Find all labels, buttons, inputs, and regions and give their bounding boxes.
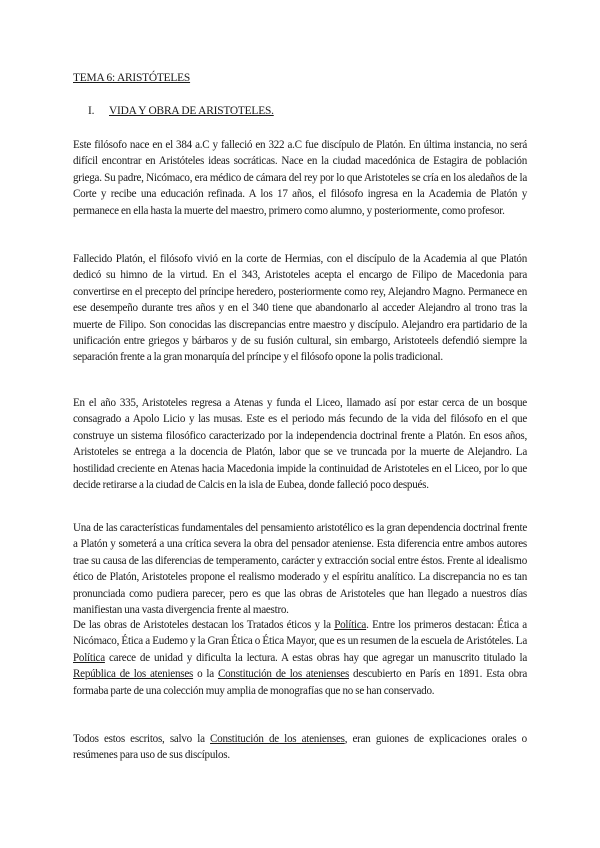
- section-number: I.: [88, 105, 95, 117]
- p5-text-1: De las obras de Aristoteles destacan los Tratados éticos y la: [73, 619, 335, 631]
- p5-text-5: descubierto en París en 1891. Esta obra formaba parte de una colección muy amplia de monografías que no se han conservado.: [73, 668, 527, 697]
- paragraph-3: En el año 335, Aristoteles regresa a Atenas y funda el Liceo, llamado así por estar cerca de un bosque consagrado a Apolo Licio y las musas. Este es el periodo más fecundo de la vida del filósofo en el que construye un sistema filosófico caracterizado por la independencia doctrinal frente a Platón. En esos años, Aristoteles se entrega a la docencia de Platón, labor que se ve truncada por la muerte de Alejandro. La hostilidad creciente en Atenas hacia Macedonia impide la continuidad de Aristoteles en el Liceo, por lo que decide retirarse a la ciudad de Calcis en la isla de Eubea, donde falleció poco después.: [73, 397, 527, 492]
- section-heading: [88, 105, 274, 117]
- paragraph-6: [73, 731, 527, 764]
- page-title: TEMA 6: ARISTÓTELES: [73, 72, 191, 84]
- paragraph-4: Una de las características fundamentales del pensamiento aristotélico es la gran dependencia doctrinal frente a Platón y someterá a una crítica severa la obra del pensador ateniense. Esta diferencia entre ambos autores trae su causa de las diferencias de temperamento, carácter y extracción social entre éstos. Frente al idealismo ético de Platón, Aristoteles propone el realismo moderado y el espíritu analítico. La discrepancia no es tan pronunciada como pudiera parecer, pero es que las obras de Aristoteles que han llegado a nuestros días manifiestan una vasta divergencia frente al maestro.: [73, 522, 527, 617]
- section-heading-text: VIDA Y OBRA DE ARISTOTELES.: [109, 105, 274, 117]
- paragraph-1: Este filósofo nace en el 384 a.C y falleció en 322 a.C fue discípulo de Platón. En última instancia, no será difícil encontrar en Aristóteles ideas socráticas. Nace en la ciudad macedónica de Estagira de población griega. Su padre, Nicómaco, era médico de cámara del rey por lo que Aristoteles se cría en los aledaños de la Corte y recibe una educación refinada. A los 17 años, el filósofo ingresa en la Academia de Platón y permanece en ella hasta la muerte del maestro, primero como alumno, y posteriormente, como profesor.: [73, 139, 527, 217]
- p5-text-2: . Entre los primeros destacan: Ética a Nicómaco, Ética a Eudemo y la Gran Ética o Ética Mayor, que es un resumen de la escuela de Aristóteles. La: [73, 619, 527, 648]
- p5-underlined-2: Política: [73, 651, 105, 664]
- p5-underlined-1: Política: [334, 619, 367, 631]
- p6-underlined-1: Constitución de los atenienses: [210, 733, 345, 745]
- paragraph-2: Fallecido Platón, el filósofo vivió en la corte de Hermias, con el discípulo de la Academia al que Platón dedicó su himno de la virtud. En el 343, Aristoteles acepta el encargo de Filipo de Macedonia para convertirse en el precepto del príncipe heredero, posteriormente como rey, Alejandro Magno. Permanece en ese desempeño durante tres años y en el 340 tiene que abandonarlo al acceder Alejandro al trono tras la muerte de Filipo. Son conocidas las discrepancias entre maestro y discípulo. Alejandro era partidario de la unificación entre griegos y bárbaros y de su fusión cultural, sin embargo, Aristoteels defendió siempre la separación frente a la gran monarquía del príncipe y el filósofo opone la polis tradicional.: [73, 253, 527, 364]
- p5-underlined-4: Constitución de los atenienses: [217, 668, 350, 681]
- p5-text-4: o la: [193, 668, 218, 681]
- p6-text-2: , eran guiones de explicaciones orales o resúmenes para uso de sus discípulos.: [73, 733, 527, 762]
- paragraph-5: [73, 617, 527, 699]
- p6-text-1: Todos estos escritos, salvo la: [73, 733, 210, 745]
- p5-underlined-3: República de los atenienses: [73, 668, 194, 681]
- p5-text-3: carece de unidad y dificulta la lectura. A estas obras hay que agregar un manuscrito titulado la: [104, 651, 527, 664]
